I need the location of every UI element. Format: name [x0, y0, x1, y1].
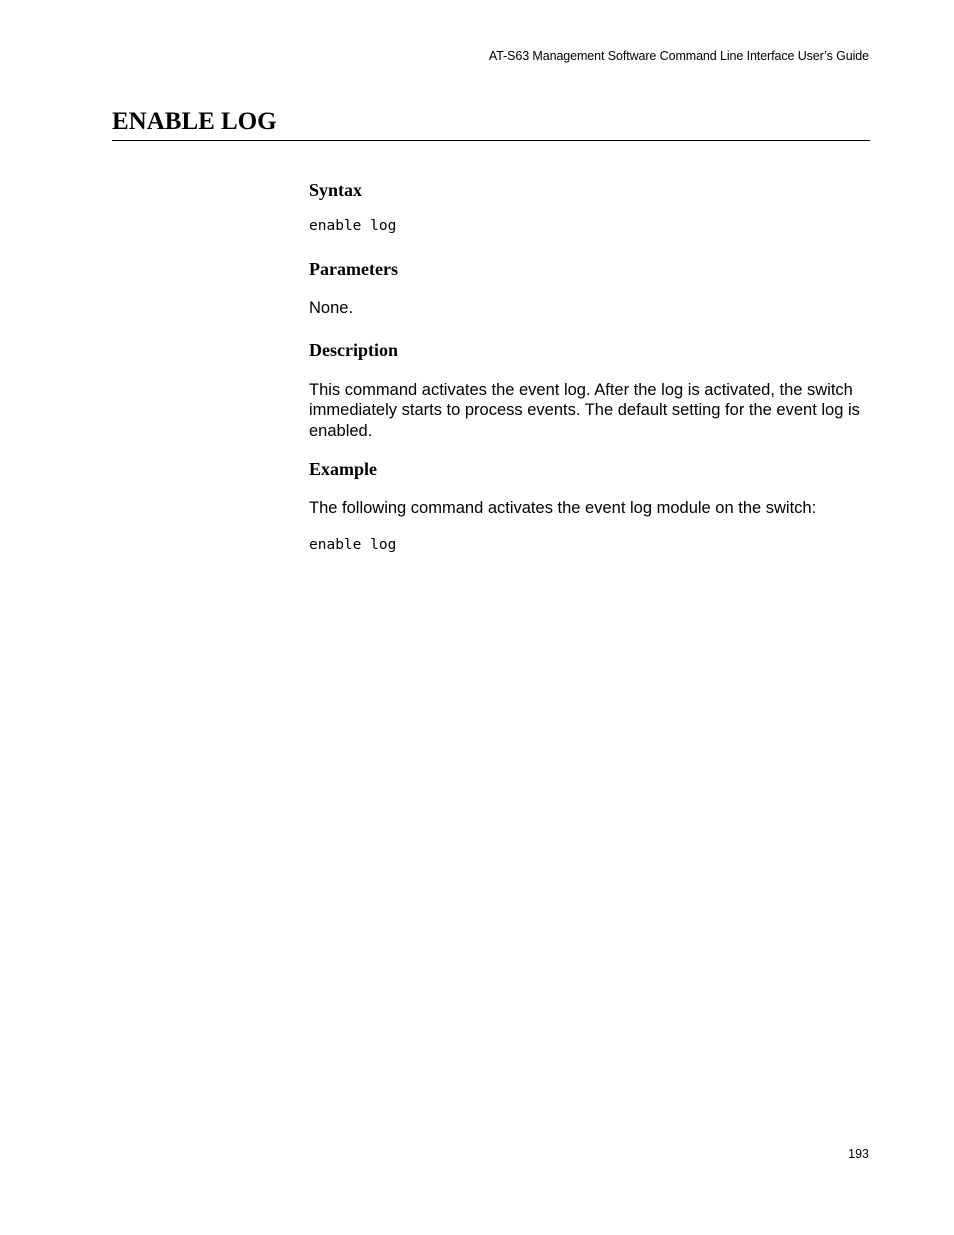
example-heading: Example	[309, 459, 378, 479]
syntax-heading: Syntax	[309, 180, 363, 200]
parameters-text: None.	[309, 299, 354, 317]
parameters-heading: Parameters	[309, 259, 398, 279]
command-content	[309, 178, 871, 554]
description-text: This command activates the event log. After the log is activated, the switch immediately starts to process events. The default setting for the event log is enabled.	[309, 380, 860, 440]
page-number: 193	[848, 1147, 869, 1161]
syntax-code: enable log	[309, 218, 397, 234]
page-title: ENABLE LOG	[112, 108, 277, 135]
example-text: The following command activates the event log module on the switch:	[309, 499, 817, 517]
description-heading: Description	[309, 339, 398, 360]
example-code: enable log	[309, 536, 397, 553]
title-rule	[112, 140, 870, 141]
running-header: AT-S63 Management Software Command Line Interface User’s Guide	[488, 49, 869, 63]
